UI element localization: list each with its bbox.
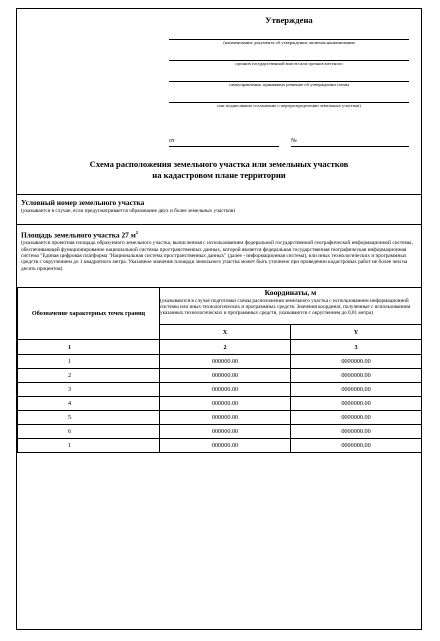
scheme-title-line-2: на кадастровом плане территории bbox=[152, 170, 286, 180]
approval-title: Утверждена bbox=[265, 15, 313, 25]
approval-caption-1: (наименование документа об утверждении, включая наименования bbox=[223, 40, 355, 45]
y-value: 0000000.00 bbox=[291, 397, 422, 411]
approval-line-4 bbox=[169, 88, 409, 103]
x-value: 000000.00 bbox=[160, 425, 291, 439]
approval-date-field: от bbox=[169, 137, 279, 147]
table-row bbox=[18, 411, 422, 425]
y-value: 0000000.00 bbox=[291, 369, 422, 383]
scheme-title bbox=[17, 159, 421, 181]
column-number-3: 3 bbox=[291, 340, 422, 355]
point-label: 3 bbox=[18, 383, 160, 397]
approval-block bbox=[169, 15, 409, 144]
x-value: 000000.00 bbox=[160, 383, 291, 397]
y-value: 0000000.00 bbox=[291, 383, 422, 397]
approval-caption-3: самоуправления, принявших решение об утверждении схемы bbox=[228, 82, 350, 87]
table-row bbox=[18, 397, 422, 411]
area-section bbox=[17, 224, 421, 272]
approval-date-row bbox=[169, 137, 409, 147]
approval-line-2 bbox=[169, 46, 409, 61]
coordinates-note: (указываются в случае подготовки схемы расположения земельного участка с использованием информационной системы или иных технологических и программных средств. Значения координат, полученные с использованием указанных технологических и программных средств, указываются с округлением до 0,01 метра) bbox=[160, 298, 411, 317]
column-y-header: Y bbox=[291, 325, 422, 340]
x-value: 000000.00 bbox=[160, 411, 291, 425]
approval-line-1 bbox=[169, 25, 409, 40]
approval-caption-2: органов государственной власти или органов местного bbox=[235, 61, 343, 66]
table-row bbox=[18, 355, 422, 369]
y-value: 0000000.00 bbox=[291, 439, 422, 453]
column-number-2: 2 bbox=[160, 340, 291, 355]
scheme-title-line-1: Схема расположения земельного участка или земельных участков bbox=[89, 159, 349, 169]
point-label: 4 bbox=[18, 397, 160, 411]
approval-caption-4: или подписавших соглашение о перераспределении земельных участков) bbox=[217, 103, 361, 108]
approval-number-field: № bbox=[291, 137, 409, 147]
x-value: 000000.00 bbox=[160, 439, 291, 453]
table-row bbox=[18, 369, 422, 383]
x-value: 000000.00 bbox=[160, 397, 291, 411]
x-value: 000000.00 bbox=[160, 369, 291, 383]
point-label: 2 bbox=[18, 369, 160, 383]
y-value: 0000000.00 bbox=[291, 411, 422, 425]
coordinates-header bbox=[160, 288, 422, 325]
coordinates-title: Координаты, м bbox=[264, 288, 317, 297]
conditional-number-section bbox=[17, 194, 421, 214]
area-heading bbox=[17, 225, 421, 240]
point-label: 1 bbox=[18, 439, 160, 453]
coordinates-table bbox=[17, 287, 422, 453]
y-value: 0000000.00 bbox=[291, 355, 422, 369]
area-heading-text: Площадь земельного участка 27 м bbox=[21, 230, 136, 240]
x-value: 000000.00 bbox=[160, 355, 291, 369]
approval-line-3 bbox=[169, 67, 409, 82]
table-row bbox=[18, 383, 422, 397]
conditional-number-heading: Условный номер земельного участка bbox=[21, 198, 145, 207]
area-unit-superscript: 2 bbox=[135, 230, 138, 235]
document-page bbox=[16, 8, 422, 630]
conditional-number-note: (указывается в случае, если предусматривается образование двух и более земельных участков) bbox=[21, 208, 236, 214]
points-header bbox=[18, 288, 160, 340]
point-label: 6 bbox=[18, 425, 160, 439]
table-row bbox=[18, 425, 422, 439]
point-label: 1 bbox=[18, 355, 160, 369]
point-label: 5 bbox=[18, 411, 160, 425]
column-number-1: 1 bbox=[18, 340, 160, 355]
points-header-text: Обозначение характерных точек границ bbox=[31, 310, 146, 317]
y-value: 0000000.00 bbox=[291, 425, 422, 439]
table-row bbox=[18, 439, 422, 453]
area-note: (указывается проектная площадь образуемого земельного участка, вычисленная с использованием федеральной государственной географической информационной системы, обеспечивающей функционирование национальной системы пространственных данных, которой является федеральная государственная географическая информационная система "Единая цифровая платформа "Национальная система пространственных данных" (далее - информационная система), или иных технологических и программных средств с округлением до 1 квадратного метра. Указанное значение площади земельного участка может быть уточнено при проведении кадастровых работ не более чем на десять процентов) bbox=[21, 240, 413, 272]
column-x-header: X bbox=[160, 325, 291, 340]
